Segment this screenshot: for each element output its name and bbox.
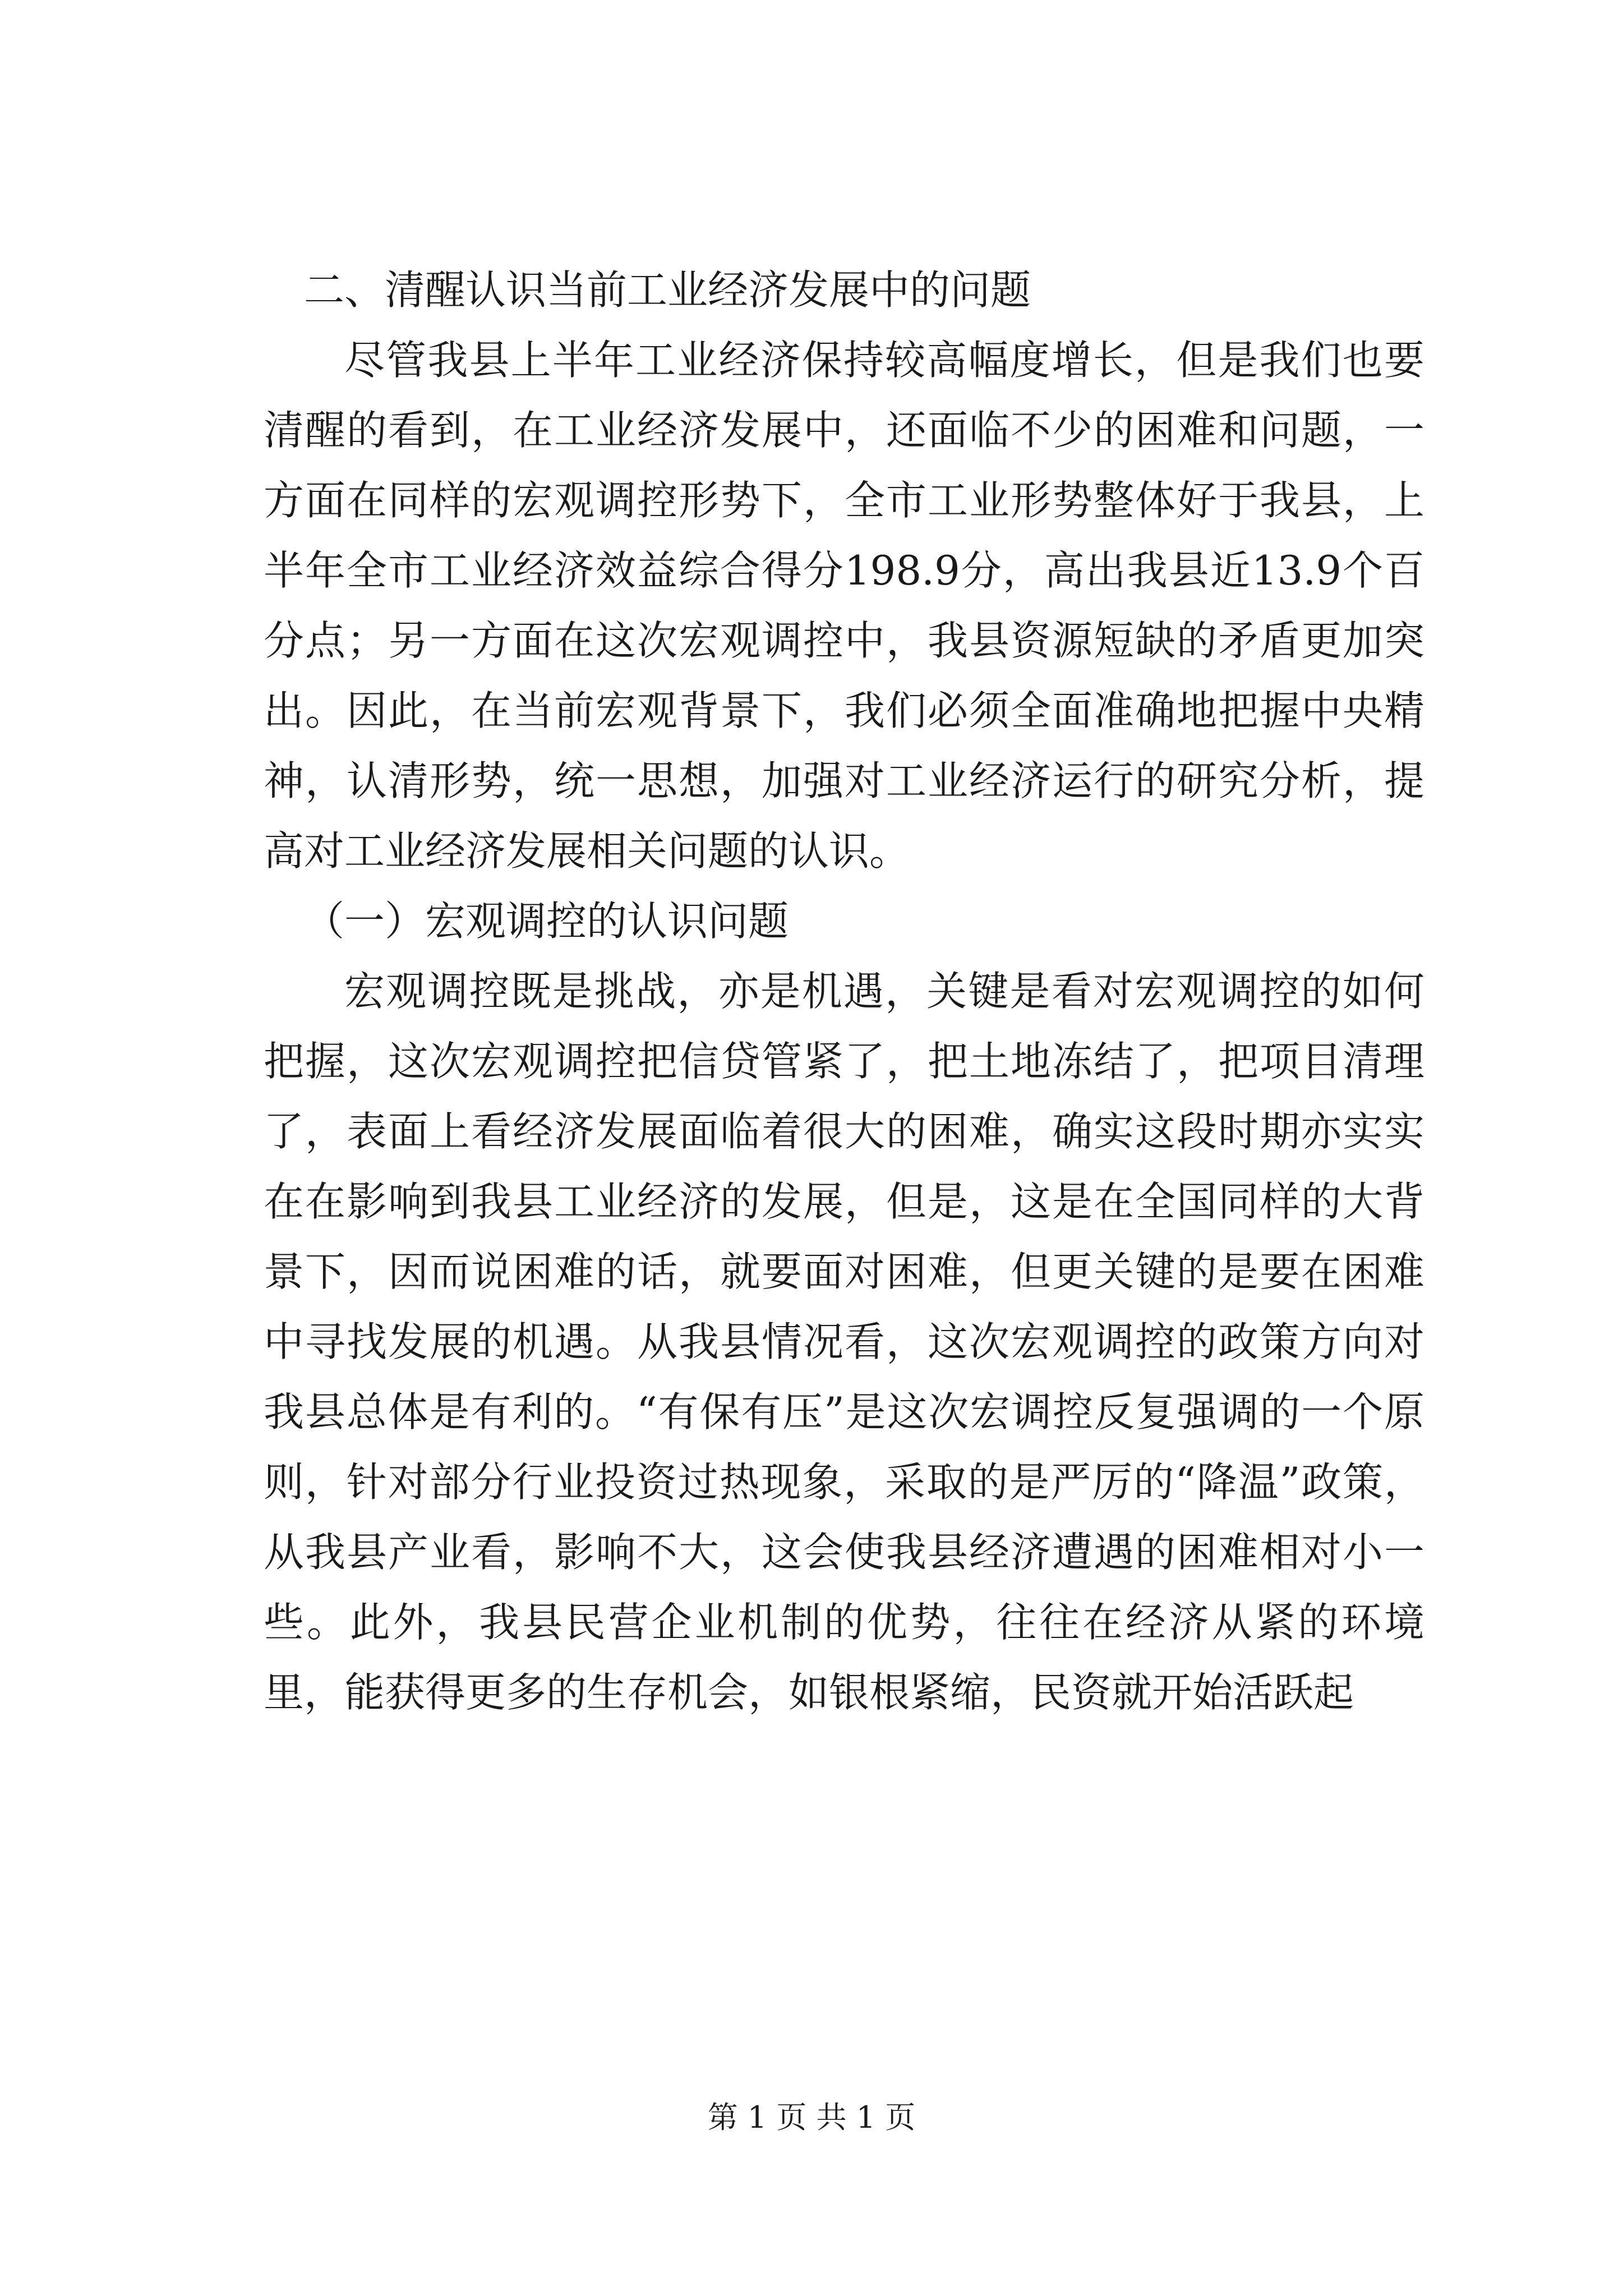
subsection-heading: （一）宏观调控的认识问题 [304, 898, 789, 945]
section-heading: 二、清醒认识当前工业经济发展中的问题 [304, 266, 1031, 314]
paragraph: 尽管我县上半年工业经济保持较高幅度增长，但是我们也要清醒的看到，在工业经济发展中，还面临不少的困难和问题，一方面在同样的宏观调控形势下，全市工业形势整体好于我县，上半年全市工业经济效益综合得分198.9分，高出我县近13.9个百分点；另一方面在这次宏观调控中，我县资源短缺的矛盾更加突出。因此，在当前宏观背景下，我们必须全面准确地把握中央精神，认清形势，统一思想，加强对工业经济运行的研究分析，提高对工业经济发展相关问题的认识。 [264, 337, 1424, 875]
document-body [264, 255, 1424, 1728]
page-footer: 第 1 页 共 1 页 [707, 2100, 916, 2135]
paragraph: 宏观调控既是挑战，亦是机遇，关键是看对宏观调控的如何把握，这次宏观调控把信贷管紧了，把土地冻结了，把项目清理了，表面上看经济发展面临着很大的困难，确实这段时期亦实实在在影响到我县工业经济的发展，但是，这是在全国同样的大背景下，因而说困难的话，就要面对困难，但更关键的是要在困难中寻找发展的机遇。从我县情况看，这次宏观调控的政策方向对我县总体是有利的。“有保有压”是这次宏调控反复强调的一个原则，针对部分行业投资过热现象，采取的是严厉的“降温”政策，从我县产业看，影响不大，这会使我县经济遭遇的困难相对小一些。此外，我县民营企业机制的优势，往往在经济从紧的环境里，能获得更多的生存机会，如银根紧缩，民资就开始活跃起 [264, 968, 1424, 1716]
